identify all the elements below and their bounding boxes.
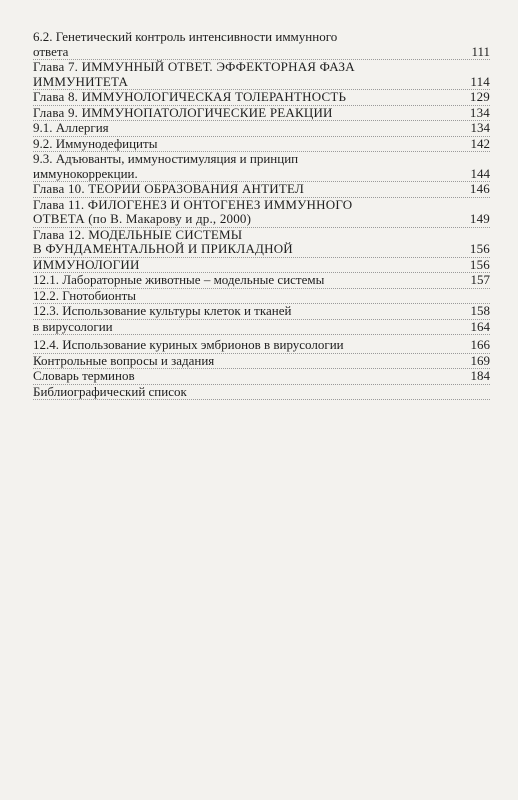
toc-entry-title: Глава 7. ИММУННЫЙ ОТВЕТ. ЭФФЕКТОРНАЯ ФАЗА	[33, 59, 355, 74]
toc-page-number: 184	[470, 368, 490, 383]
toc-page-number: 111	[471, 43, 490, 59]
table-of-contents	[33, 30, 490, 400]
toc-page-number: 164	[470, 318, 490, 334]
toc-entry-title: Глава 9. ИММУНОПАТОЛОГИЧЕСКИЕ РЕАКЦИИ	[33, 104, 333, 120]
toc-entry	[33, 273, 490, 289]
show-through-text	[150, 440, 370, 508]
toc-entry-title: иммунокоррекции.	[33, 165, 138, 181]
toc-entry	[33, 152, 490, 182]
toc-entry-title: Глава 10. ТЕОРИИ ОБРАЗОВАНИЯ АНТИТЕЛ	[33, 181, 304, 196]
toc-entry	[33, 137, 490, 153]
toc-page-number: 149	[469, 211, 490, 226]
toc-entry	[33, 289, 490, 305]
toc-entry	[33, 258, 490, 274]
toc-entry-title: Глава 8. ИММУНОЛОГИЧЕСКАЯ ТОЛЕРАНТНОСТЬ	[33, 89, 347, 104]
toc-entry-title: В ФУНДАМЕНТАЛЬНОЙ И ПРИКЛАДНОЙ	[33, 241, 293, 256]
toc-entry	[33, 198, 490, 228]
toc-page-number: 158	[470, 303, 490, 318]
toc-entry	[33, 90, 490, 106]
toc-entry-title: ИММУНОЛОГИИ	[33, 256, 140, 272]
toc-page-number: 157	[470, 272, 490, 287]
toc-entry	[33, 338, 490, 354]
toc-entry-title: 9.1. Аллергия	[33, 120, 109, 135]
toc-entry	[33, 182, 490, 198]
toc-entry	[33, 60, 490, 90]
toc-entry	[33, 121, 490, 137]
toc-page-number: 134	[470, 120, 490, 135]
toc-entry-title: ответа	[33, 43, 69, 59]
toc-entry	[33, 320, 490, 336]
toc-entry-title: Библиографический список	[33, 383, 187, 399]
toc-page-number: 142	[470, 135, 490, 151]
toc-entry-title: ОТВЕТА (по В. Макарову и др., 2000)	[33, 211, 252, 226]
toc-page-number: 146	[469, 181, 490, 196]
toc-entry-title: Словарь терминов	[33, 368, 135, 383]
toc-page-number: 134	[469, 104, 490, 120]
toc-entry	[33, 385, 490, 401]
toc-entry-title: 12.1. Лабораторные животные – модельные системы	[33, 272, 325, 287]
toc-page-number: 156	[469, 241, 490, 256]
toc-entry	[33, 304, 490, 320]
toc-entry-title: 12.2. Гнотобионты	[33, 287, 137, 303]
toc-page-number: 144	[470, 165, 490, 181]
toc-entry-title: Глава 11. ФИЛОГЕНЕЗ И ОНТОГЕНЕЗ ИММУННОГО	[33, 196, 353, 212]
toc-page-number: 166	[470, 337, 490, 352]
toc-entry	[33, 369, 490, 385]
toc-page-number: 114	[470, 73, 490, 89]
toc-entry-title: ИММУНИТЕТА	[33, 73, 129, 89]
toc-entry-title: 6.2. Генетический контроль интенсивности иммунного	[33, 29, 338, 44]
toc-page-number: 169	[470, 352, 490, 368]
toc-entry	[33, 106, 490, 122]
toc-entry-title: 12.4. Использование куриных эмбрионов в вирусологии	[33, 337, 344, 352]
toc-page-number: 129	[469, 89, 490, 104]
toc-entry-title: Глава 12. МОДЕЛЬНЫЕ СИСТЕМЫ	[33, 226, 243, 242]
toc-entry-title: 12.3. Использование культуры клеток и тканей	[33, 303, 292, 318]
toc-entry-title: 9.3. Адъюванты, иммуностимуляция и принцип	[33, 151, 299, 166]
toc-entry	[33, 228, 490, 258]
toc-entry	[33, 30, 490, 60]
toc-entry	[33, 354, 490, 370]
toc-entry-title: Контрольные вопросы и задания	[33, 352, 215, 368]
toc-entry-title: 9.2. Иммунодефициты	[33, 135, 158, 151]
toc-page-number: 156	[469, 256, 490, 272]
toc-entry-title: в вирусологии	[33, 318, 113, 334]
